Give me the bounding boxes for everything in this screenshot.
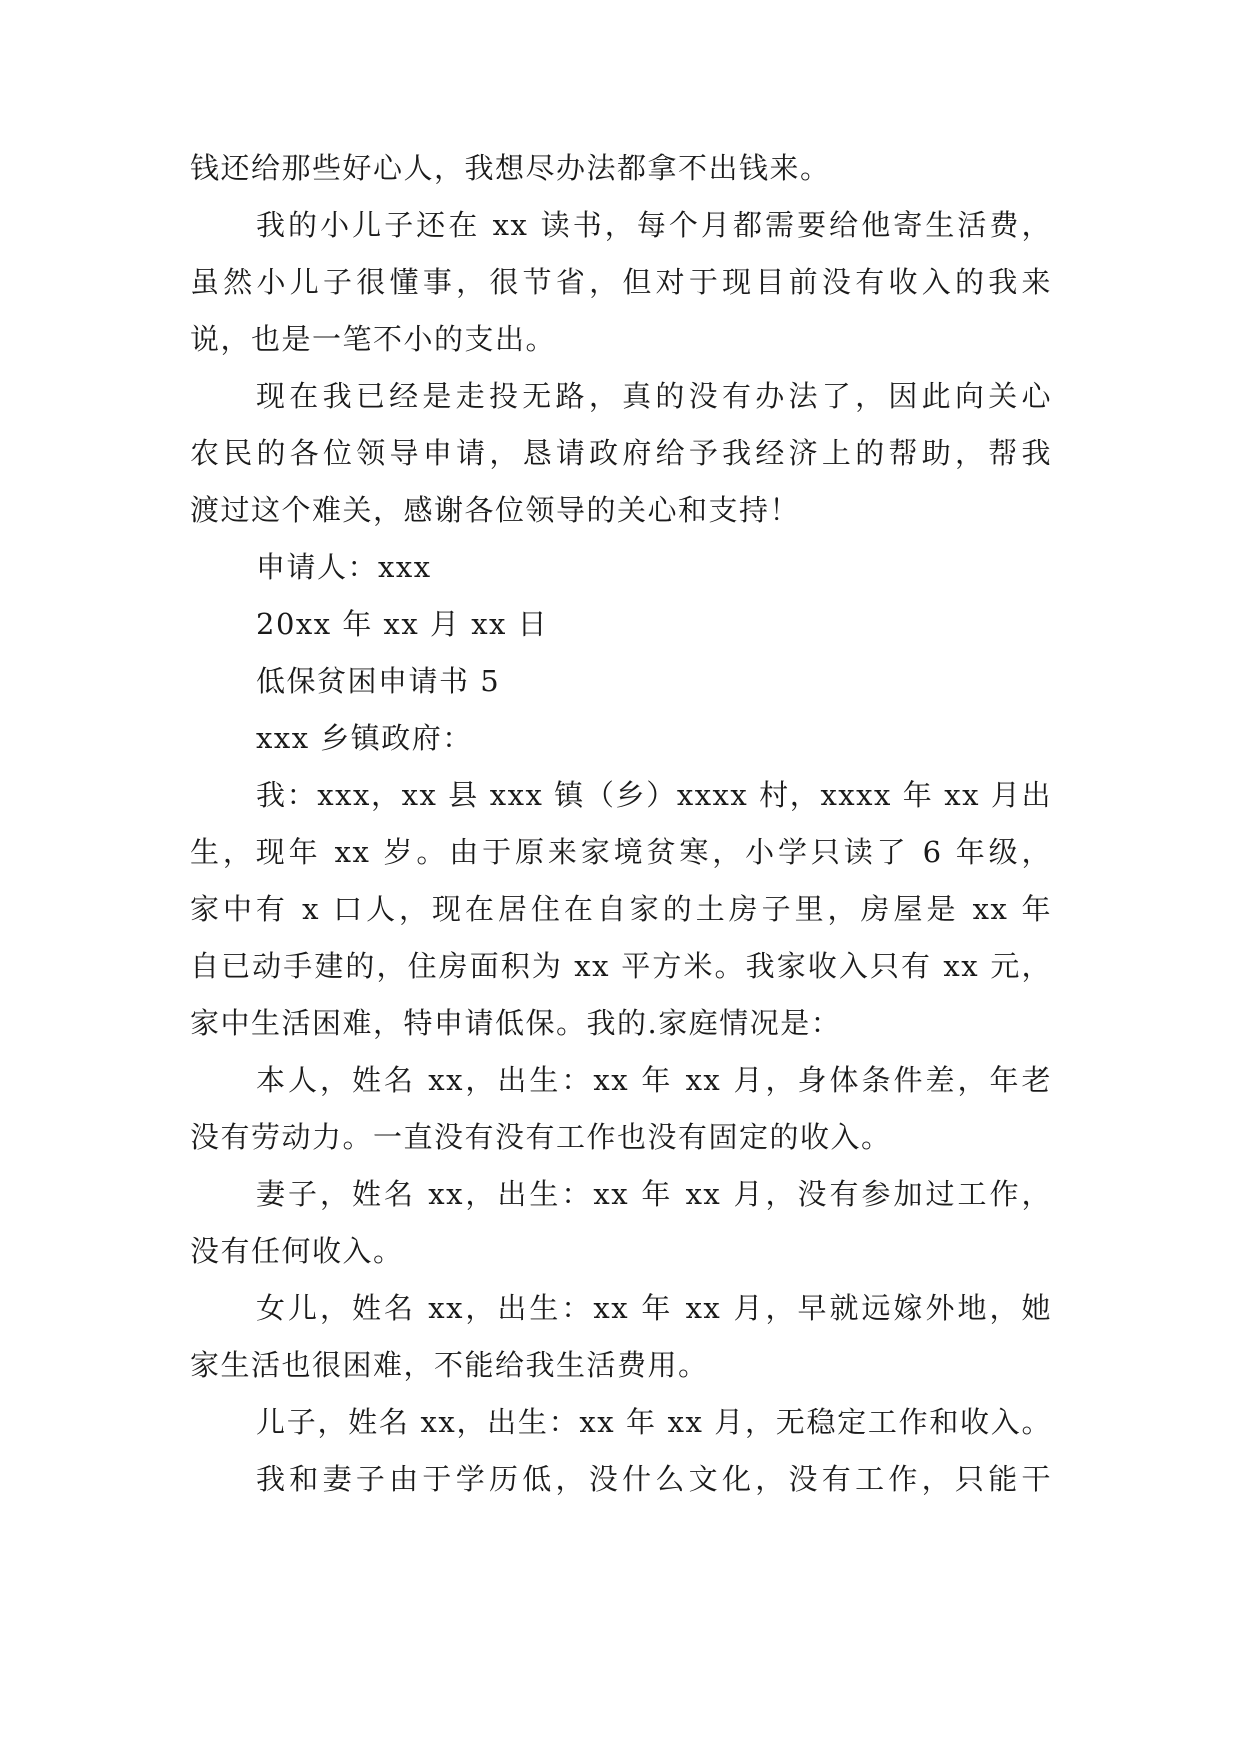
text-line: 儿子，姓名 xx，出生：xx 年 xx 月，无稳定工作和收入。 [256,1405,1052,1439]
text-line: 妻子，姓名 xx，出生：xx 年 xx 月，没有参加过工作， [256,1177,1052,1211]
text-line: 本人，姓名 xx，出生：xx 年 xx 月，身体条件差，年老 [256,1063,1052,1097]
text-line: 渡过这个难关，感谢各位领导的关心和支持！ [190,493,801,527]
text-line: 虽然小儿子很懂事，很节省，但对于现目前没有收入的我来 [190,265,1052,299]
text-line: 我和妻子由于学历低，没什么文化，没有工作，只能干 [256,1462,1052,1496]
text-line: 自已动手建的，住房面积为 xx 平方米。我家收入只有 xx 元， [190,949,1052,983]
text-line: 我的小儿子还在 xx 读书，每个月都需要给他寄生活费， [256,208,1052,242]
section-title: 低保贫困申请书 5 [256,664,501,698]
text-line: 没有任何收入。 [190,1234,404,1268]
recipient-line: xxx 乡镇政府： [256,721,473,755]
date-line: 20xx 年 xx 月 xx 日 [256,607,549,641]
text-line: 生，现年 xx 岁。由于原来家境贫寒，小学只读了 6 年级， [190,835,1052,869]
text-line: 我：xxx，xx 县 xxx 镇（乡）xxxx 村，xxxx 年 xx 月出 [256,778,1052,812]
text-line: 说，也是一笔不小的支出。 [190,322,557,356]
text-line: 农民的各位领导申请，恳请政府给予我经济上的帮助，帮我 [190,436,1052,470]
text-line: 没有劳动力。一直没有没有工作也没有固定的收入。 [190,1120,892,1154]
text-line: 女儿，姓名 xx，出生：xx 年 xx 月，早就远嫁外地，她 [256,1291,1052,1325]
text-line: 现在我已经是走投无路，真的没有办法了，因此向关心 [256,379,1052,413]
applicant-line: 申请人：xxx [256,550,432,584]
text-line: 家中生活困难，特申请低保。我的.家庭情况是： [190,1006,842,1040]
text-line: 家生活也很困难，不能给我生活费用。 [190,1348,709,1382]
text-line: 钱还给那些好心人，我想尽办法都拿不出钱来。 [190,151,831,185]
text-line: 家中有 x 口人，现在居住在自家的土房子里，房屋是 xx 年 [190,892,1052,926]
